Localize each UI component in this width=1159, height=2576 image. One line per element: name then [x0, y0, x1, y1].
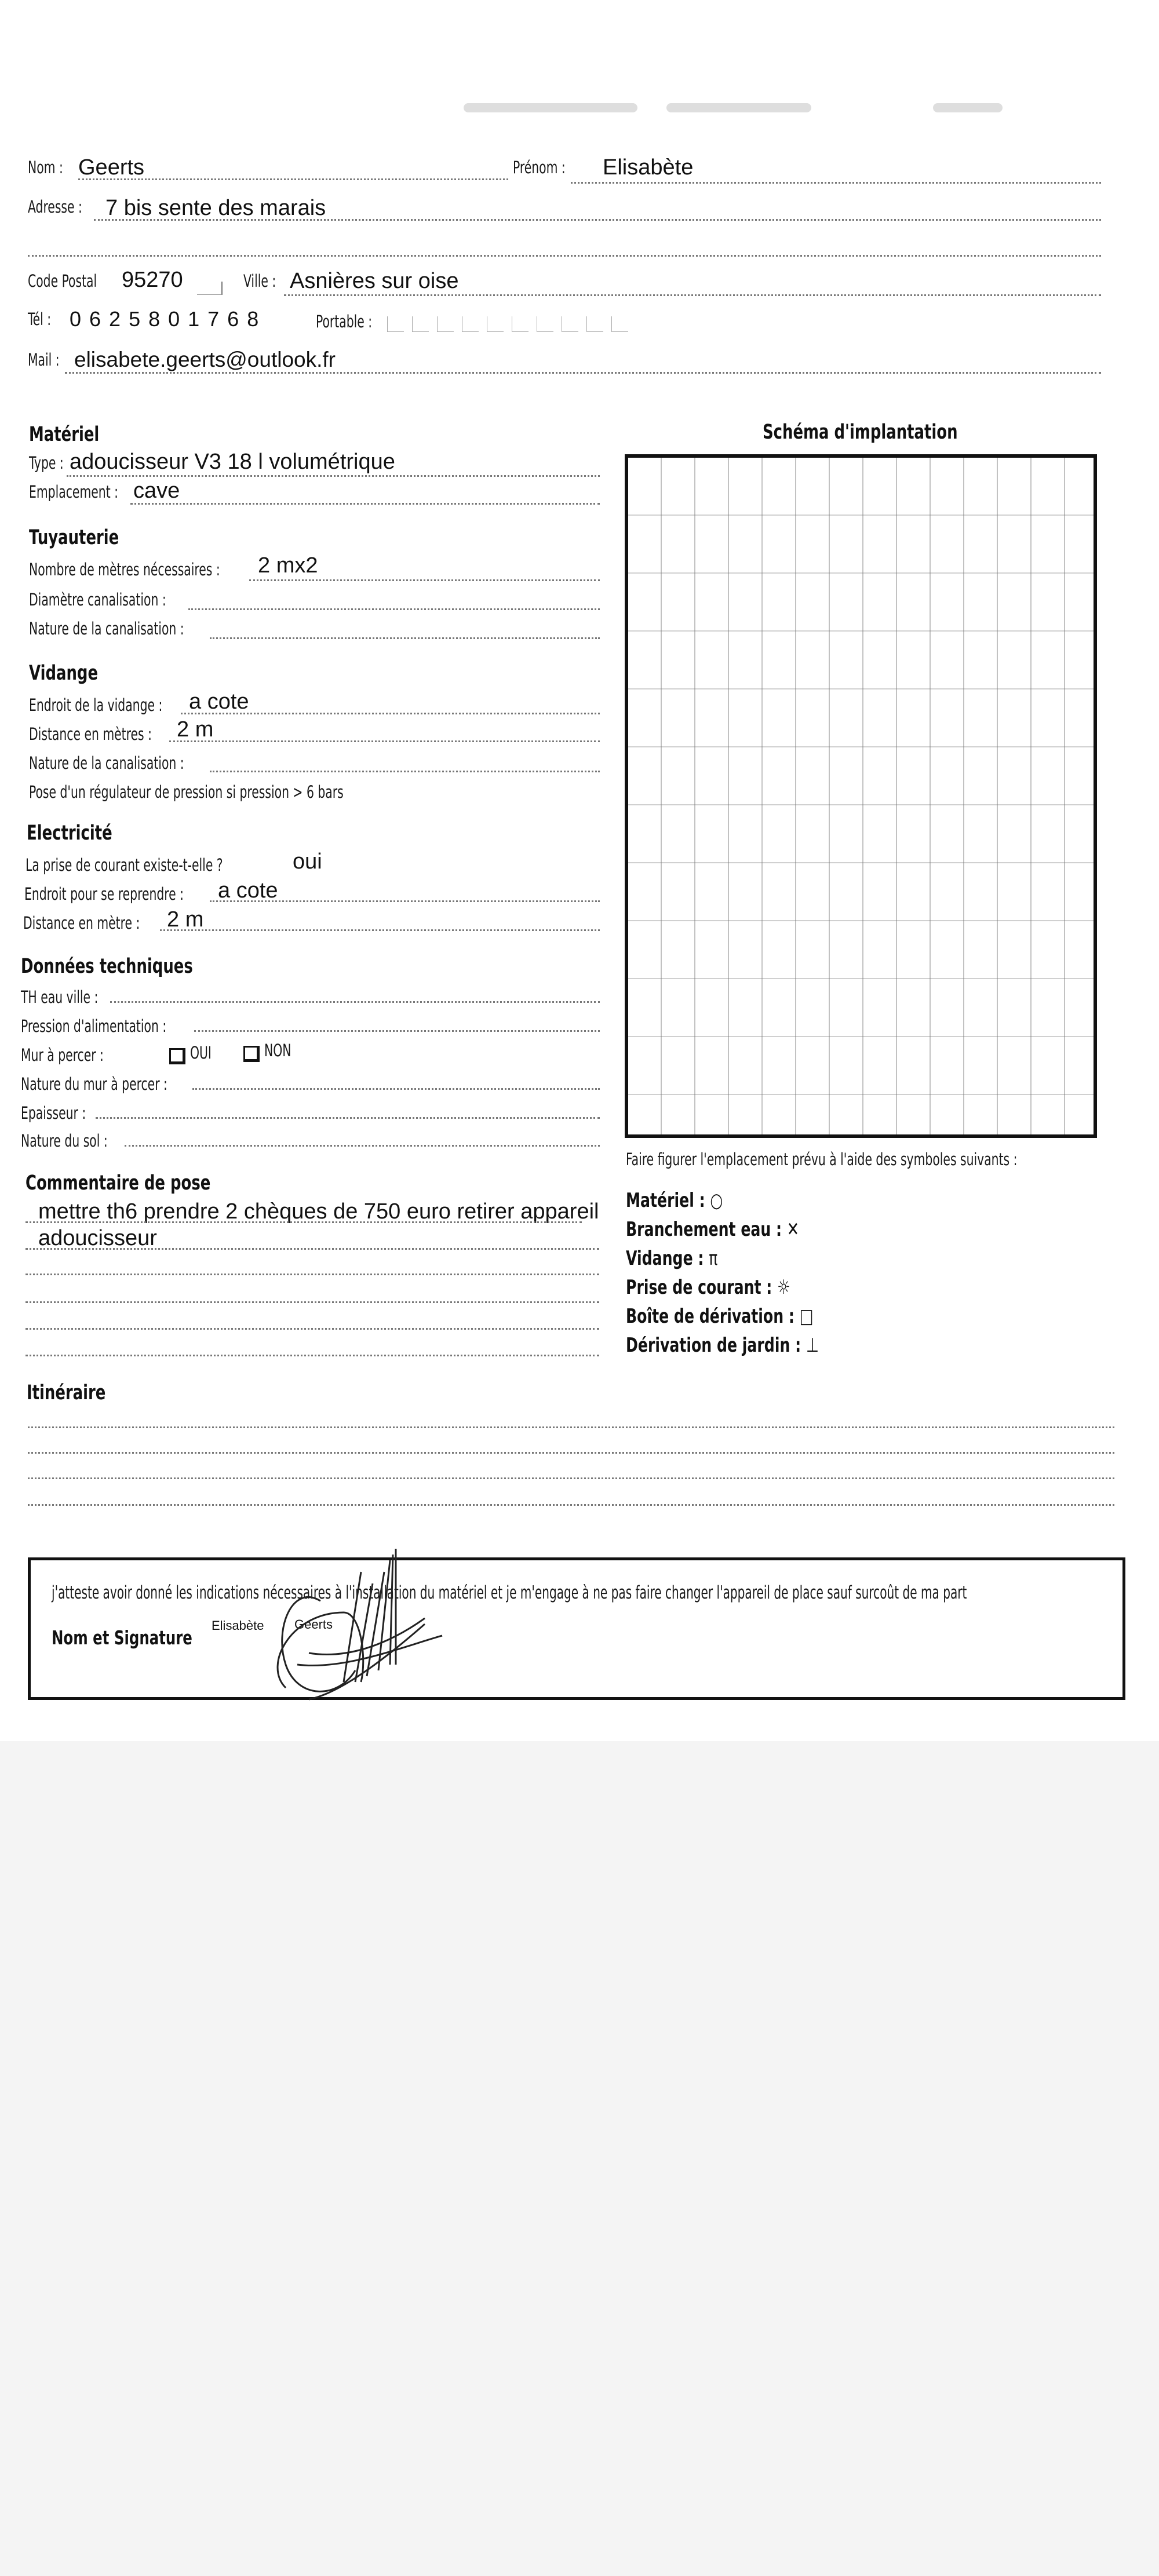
type-line	[67, 475, 600, 477]
circle-icon: ○	[710, 1189, 723, 1212]
legend-label: Vidange :	[626, 1247, 704, 1270]
commentaire-line-1[interactable]: mettre th6 prendre 2 chèques de 750 euro retirer appareil	[38, 1199, 599, 1224]
nature-mur-label: Nature du mur à percer :	[21, 1074, 167, 1094]
th-line	[110, 1001, 600, 1003]
itineraire-rule-2	[28, 1452, 1114, 1454]
schema-instruction: Faire figurer l'emplacement prévu à l'aide des symboles suivants :	[626, 1150, 1018, 1169]
epaisseur-line	[96, 1117, 600, 1119]
adresse-label: Adresse :	[28, 197, 82, 217]
endroit-reprendre-line	[210, 900, 600, 902]
code-postal-label: Code Postal	[28, 271, 97, 291]
type-value[interactable]: adoucisseur V3 18 l volumétrique	[70, 450, 395, 474]
mur-non-option[interactable]	[243, 1041, 299, 1062]
square-icon: □	[799, 1305, 814, 1328]
legend-item-branchement-eau	[626, 1218, 819, 1247]
pi-icon: π	[709, 1247, 718, 1270]
pression-label: Pression d'alimentation :	[21, 1016, 167, 1036]
emplacement-label: Emplacement :	[29, 482, 118, 502]
ville-line	[284, 294, 1101, 296]
endroit-reprendre-value[interactable]: a cote	[218, 878, 278, 903]
nature-sol-label: Nature du sol :	[21, 1131, 108, 1151]
adresse-value[interactable]: 7 bis sente des marais	[105, 196, 326, 220]
mail-value[interactable]: elisabete.geerts@outlook.fr	[74, 348, 336, 371]
prenom-line	[571, 182, 1101, 184]
mur-label: Mur à percer :	[21, 1045, 104, 1065]
diametre-line	[188, 608, 600, 610]
signature-stroke	[278, 1549, 442, 1699]
nature-mur-line	[192, 1088, 600, 1090]
nom-value[interactable]: Geerts	[78, 155, 145, 180]
nature-sol-line	[125, 1145, 600, 1147]
cross-icon: ✕	[786, 1218, 799, 1241]
metres-value[interactable]: 2 mx2	[258, 553, 318, 578]
mur-oui-option[interactable]	[169, 1043, 217, 1064]
mur-non-label: NON	[264, 1041, 291, 1060]
adresse-line	[94, 219, 1101, 221]
th-label: TH eau ville :	[21, 987, 99, 1007]
legend-list	[626, 1189, 887, 1363]
emplacement-value[interactable]: cave	[133, 479, 180, 503]
legend-item-vidange	[626, 1247, 819, 1276]
itineraire-heading: Itinéraire	[27, 1381, 106, 1404]
prenom-value[interactable]: Elisabète	[603, 155, 694, 180]
mur-non-checkbox[interactable]	[243, 1046, 260, 1062]
commentaire-line-2[interactable]: adoucisseur	[38, 1226, 157, 1250]
itineraire-rule-1	[28, 1426, 1114, 1428]
donnees-heading: Données techniques	[21, 955, 193, 978]
endroit-reprendre-label: Endroit pour se reprendre :	[24, 884, 184, 904]
portable-label: Portable :	[316, 312, 373, 331]
mail-label: Mail :	[28, 350, 60, 370]
legend-item-prise-courant	[626, 1276, 819, 1305]
signature-label: Nom et Signature	[52, 1626, 192, 1649]
nom-line	[78, 178, 508, 180]
metres-line	[249, 579, 600, 581]
schema-heading: Schéma d'implantation	[763, 421, 958, 444]
attestation-box	[28, 1557, 1125, 1700]
commentaire-rule-1	[25, 1221, 582, 1223]
itineraire-rule-3	[28, 1477, 1114, 1479]
metres-label: Nombre de mètres nécessaires :	[29, 560, 220, 579]
legend-label: Prise de courant :	[626, 1276, 772, 1299]
scan-artifact	[666, 103, 811, 112]
commentaire-rule-2	[25, 1248, 599, 1250]
mail-line	[65, 372, 1101, 374]
type-label: Type :	[29, 453, 64, 473]
prise-value[interactable]: oui	[293, 849, 322, 874]
legend-label: Dérivation de jardin :	[626, 1334, 801, 1357]
legend-label: Boîte de dérivation :	[626, 1305, 794, 1328]
legend-item-boite-derivation	[626, 1305, 819, 1334]
mur-oui-checkbox[interactable]	[169, 1048, 185, 1064]
pression-line	[194, 1030, 600, 1032]
emplacement-line	[130, 503, 600, 505]
distance-elec-value[interactable]: 2 m	[167, 907, 204, 932]
regulateur-note: Pose d'un régulateur de pression si pression > 6 bars	[29, 782, 344, 802]
distance-elec-line	[160, 929, 600, 931]
commentaire-rule-6	[25, 1355, 599, 1356]
diametre-label: Diamètre canalisation :	[29, 590, 166, 610]
itineraire-rule-4	[28, 1504, 1114, 1506]
legend-item-derivation-jardin	[626, 1334, 819, 1363]
distance-vidange-line	[169, 740, 600, 742]
ville-label: Ville :	[243, 271, 276, 291]
nature-canalisation-line	[210, 637, 600, 639]
sun-icon: ☼	[777, 1276, 790, 1299]
portable-digit-boxes[interactable]	[387, 316, 636, 335]
nature-vidange-label: Nature de la canalisation :	[29, 753, 184, 773]
commentaire-rule-5	[25, 1328, 599, 1330]
tuyauterie-heading: Tuyauterie	[29, 526, 119, 549]
perpendicular-icon: ⊥	[806, 1334, 819, 1357]
nom-label: Nom :	[28, 158, 63, 177]
distance-elec-label: Distance en mètre :	[23, 913, 140, 933]
signer-first-name: Elisabète	[212, 1618, 264, 1633]
code-postal-box-end	[197, 282, 223, 295]
commentaire-rule-4	[25, 1301, 599, 1303]
distance-vidange-value[interactable]: 2 m	[177, 717, 214, 742]
scan-artifact	[464, 103, 637, 112]
ville-value[interactable]: Asnières sur oise	[290, 269, 459, 293]
mur-oui-label: OUI	[190, 1043, 212, 1063]
electricite-heading: Electricité	[27, 822, 112, 845]
adresse-line-2	[28, 255, 1101, 257]
materiel-heading: Matériel	[29, 423, 100, 446]
attestation-text: j'atteste avoir donné les indications nécessaires à l'installation du matériel et je m'engage à ne pas faire changer l'appareil de place sauf surcoût de ma part	[52, 1582, 967, 1603]
prenom-label: Prénom :	[513, 158, 566, 177]
distance-vidange-label: Distance en mètres :	[29, 724, 152, 744]
legend-label: Branchement eau :	[626, 1218, 782, 1241]
endroit-vidange-line	[181, 713, 600, 714]
handwritten-signature[interactable]	[251, 1549, 552, 1711]
signer-last-name: Geerts	[294, 1617, 333, 1632]
prise-label: La prise de courant existe-t-elle ?	[25, 855, 223, 875]
endroit-vidange-value[interactable]: a cote	[189, 689, 249, 714]
code-postal-value[interactable]: 95270	[122, 268, 183, 292]
legend-item-materiel	[626, 1189, 819, 1218]
epaisseur-label: Epaisseur :	[21, 1103, 86, 1123]
nature-canalisation-label: Nature de la canalisation :	[29, 619, 184, 638]
nature-vidange-line	[210, 771, 600, 772]
legend-label: Matériel :	[626, 1189, 705, 1212]
schema-grid-canvas[interactable]	[625, 454, 1097, 1138]
commentaire-heading: Commentaire de pose	[25, 1172, 211, 1195]
commentaire-rule-3	[25, 1274, 599, 1275]
tel-label: Tél :	[28, 309, 52, 329]
vidange-heading: Vidange	[29, 662, 99, 685]
scan-artifact	[933, 103, 1003, 112]
endroit-vidange-label: Endroit de la vidange :	[29, 695, 163, 715]
tel-value[interactable]: 0625801768	[70, 307, 267, 331]
